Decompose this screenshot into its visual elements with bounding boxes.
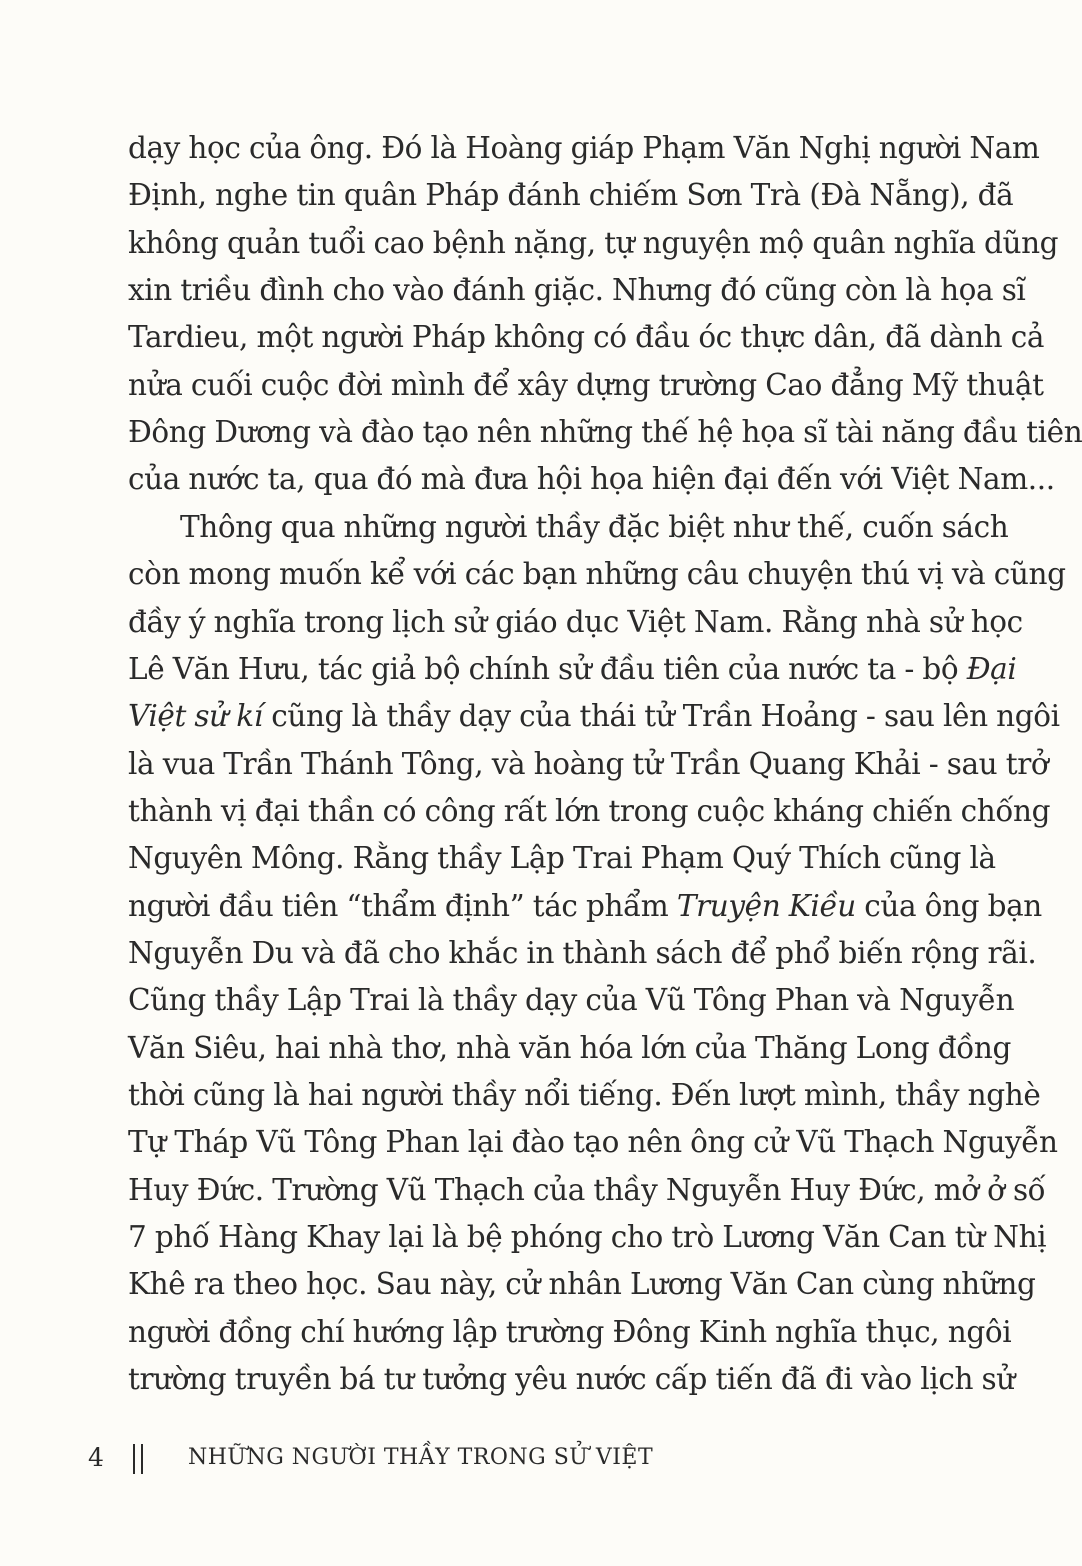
page-number: 4 <box>88 1443 104 1472</box>
text-segment: Định, nghe tin quân Pháp đánh chiếm Sơn Trà (Đà Nẵng), đã <box>128 178 1014 213</box>
text-line <box>128 744 1049 784</box>
text-segment: trường truyền bá tư tưởng yêu nước cấp tiến đã đi vào lịch sử <box>128 1362 1015 1397</box>
italic-text: Việt sử kí <box>128 699 263 734</box>
text-segment: xin triều đình cho vào đánh giặc. Nhưng đó cũng còn là họa sĩ <box>128 273 1026 308</box>
text-line <box>128 1312 1012 1352</box>
text-line <box>128 1028 1011 1068</box>
text-segment: Tardieu, một người Pháp không có đầu óc thực dân, đã dành cả <box>128 320 1045 355</box>
text-line <box>128 554 1066 594</box>
text-line <box>128 412 1082 452</box>
text-line <box>128 696 1060 736</box>
text-line <box>128 1170 1046 1210</box>
text-line <box>128 175 1014 215</box>
text-segment: Đông Dương và đào tạo nên những thế hệ họa sĩ tài năng đầu tiên <box>128 415 1082 450</box>
text-line <box>128 270 1026 310</box>
text-line <box>128 459 1055 499</box>
text-line <box>128 886 1042 926</box>
text-line <box>128 980 1015 1020</box>
text-segment: Huy Đức. Trường Vũ Thạch của thầy Nguyễn Huy Đức, mở ở số <box>128 1172 1046 1207</box>
text-segment: 7 phố Hàng Khay lại là bệ phóng cho trò Lương Văn Can từ Nhị <box>128 1220 1047 1254</box>
text-segment: đầy ý nghĩa trong lịch sử giáo dục Việt Nam. Rằng nhà sử học <box>128 604 1023 639</box>
text-line <box>128 1264 1036 1304</box>
text-line <box>128 1359 1015 1399</box>
text-segment: người đầu tiên “thẩm định” tác phẩm <box>128 888 677 923</box>
text-line <box>128 838 996 878</box>
text-line <box>128 1122 1058 1162</box>
text-line <box>128 223 1059 263</box>
text-line <box>128 933 1037 973</box>
italic-text: Đại <box>966 651 1017 686</box>
text-segment: không quản tuổi cao bệnh nặng, tự nguyện mộ quân nghĩa dũng <box>128 225 1059 260</box>
text-segment: thời cũng là hai người thầy nổi tiếng. Đến lượt mình, thầy nghè <box>128 1078 1041 1112</box>
text-segment: là vua Trần Thánh Tông, và hoàng tử Trần Quang Khải - sau trở <box>128 746 1049 781</box>
text-segment: Nguyên Mông. Rằng thầy Lập Trai Phạm Quý Thích cũng là <box>128 841 996 876</box>
text-segment: người đồng chí hướng lập trường Đông Kinh nghĩa thục, ngôi <box>128 1314 1012 1349</box>
text-segment: Lê Văn Hưu, tác giả bộ chính sử đầu tiên của nước ta - bộ <box>128 651 967 686</box>
text-segment: Văn Siêu, hai nhà thơ, nhà văn hóa lớn của Thăng Long đồng <box>128 1030 1011 1065</box>
separator-rule <box>141 1444 143 1474</box>
text-segment: của ông bạn <box>855 888 1042 923</box>
text-line <box>128 365 1044 405</box>
text-line <box>128 128 1040 168</box>
text-segment: Thông qua những người thầy đặc biệt như thế, cuốn sách <box>180 509 1009 544</box>
text-line <box>128 649 1017 689</box>
text-line <box>128 1217 1047 1257</box>
text-segment: còn mong muốn kể với các bạn những câu chuyện thú vị và cũng <box>128 557 1066 592</box>
text-segment: cũng là thầy dạy của thái tử Trần Hoảng - sau lên ngôi <box>262 699 1060 734</box>
text-line <box>128 602 1023 642</box>
text-line <box>180 507 1009 547</box>
text-line <box>128 791 1051 831</box>
page-footer <box>0 1438 1000 1478</box>
text-segment: của nước ta, qua đó mà đưa hội họa hiện đại đến với Việt Nam... <box>128 462 1055 497</box>
italic-text: Truyện Kiều <box>676 888 856 923</box>
text-segment: Khê ra theo học. Sau này, cử nhân Lương Văn Can cùng những <box>128 1267 1036 1302</box>
text-line <box>128 317 1045 357</box>
separator-rule <box>133 1444 135 1474</box>
text-segment: nửa cuối cuộc đời mình để xây dựng trường Cao đẳng Mỹ thuật <box>128 367 1044 402</box>
text-segment: Nguyễn Du và đã cho khắc in thành sách để phổ biến rộng rãi. <box>128 936 1037 970</box>
text-segment: dạy học của ông. Đó là Hoàng giáp Phạm Văn Nghị người Nam <box>128 131 1040 165</box>
text-segment: Tự Tháp Vũ Tông Phan lại đào tạo nên ông cử Vũ Thạch Nguyễn <box>128 1125 1058 1160</box>
text-segment: thành vị đại thần có công rất lớn trong cuộc kháng chiến chống <box>128 793 1051 828</box>
text-segment: Cũng thầy Lập Trai là thầy dạy của Vũ Tông Phan và Nguyễn <box>128 983 1015 1018</box>
text-line <box>128 1075 1041 1115</box>
running-title: NHỮNG NGƯỜI THẦY TRONG SỬ VIỆT <box>188 1445 654 1470</box>
